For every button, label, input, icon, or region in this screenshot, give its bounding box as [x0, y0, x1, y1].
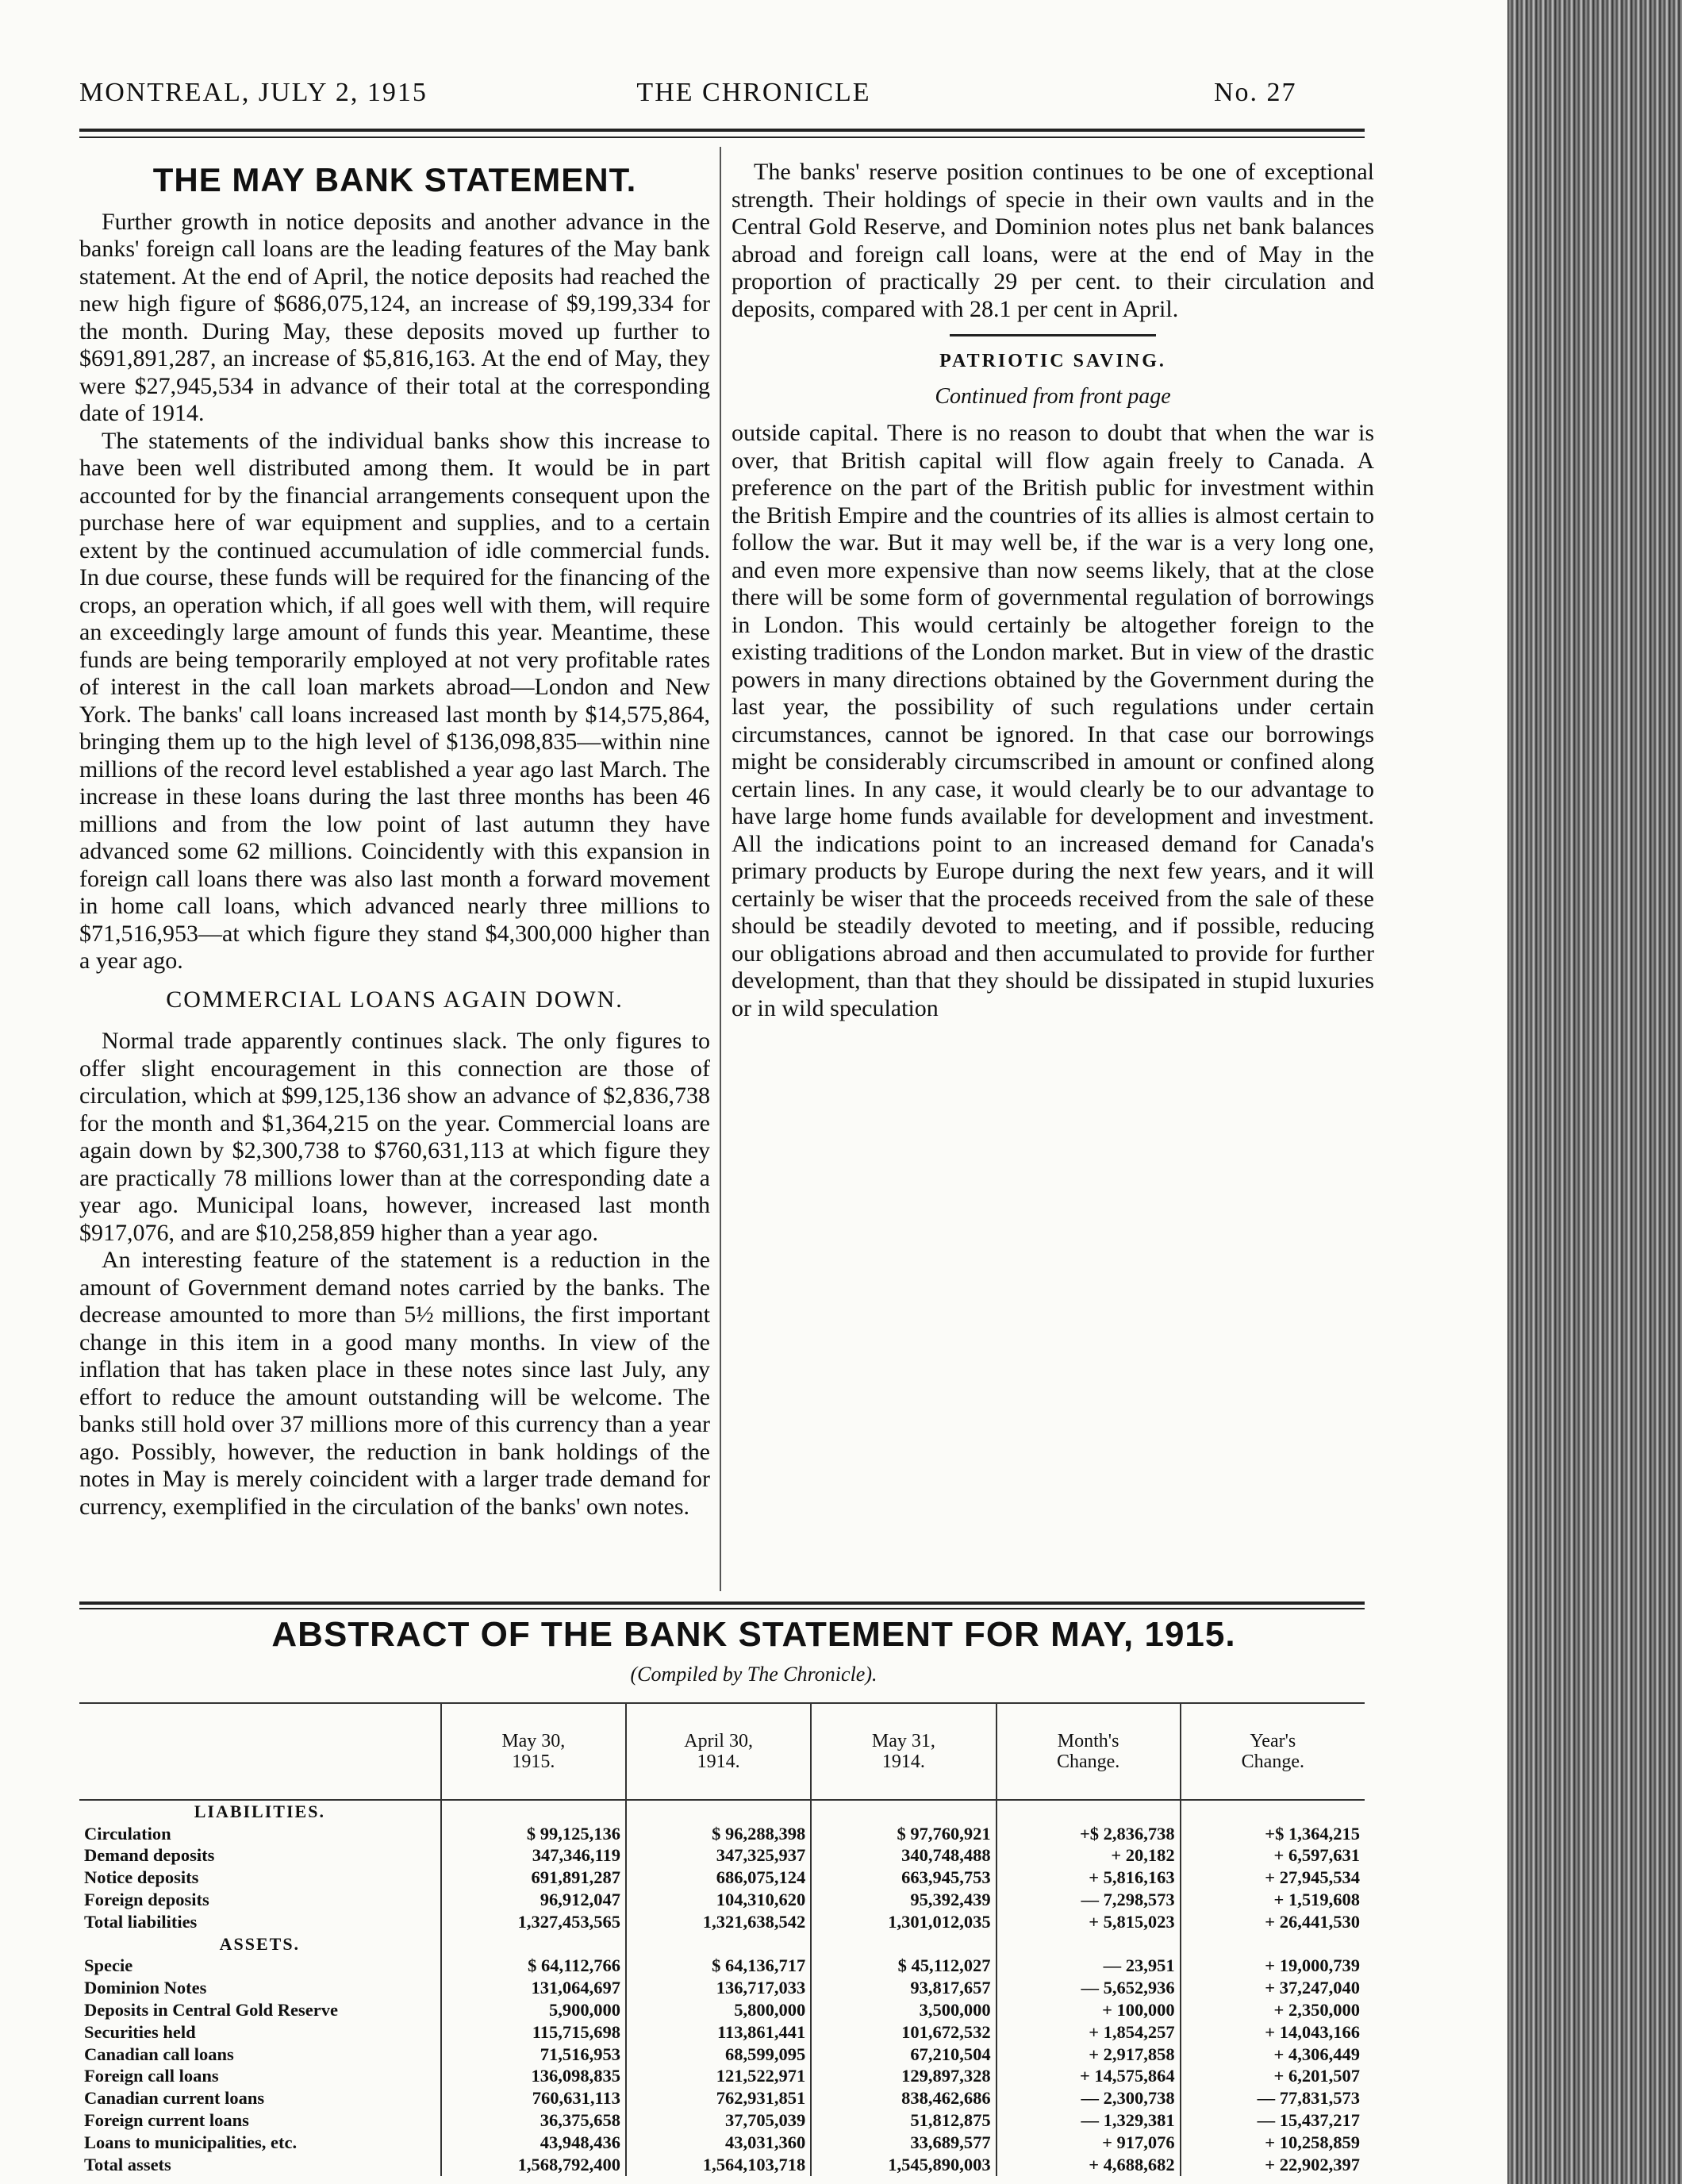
table-row	[79, 2132, 1365, 2154]
article-column-left	[79, 159, 710, 1521]
row-label: Foreign current loans	[79, 2109, 441, 2132]
table-cell: 340,748,488	[811, 1845, 996, 1867]
table-cell: 101,672,532	[811, 2021, 996, 2044]
table-row	[79, 1823, 1365, 1845]
abstract-rule-bottom	[79, 1608, 1365, 1609]
table-cell: + 4,688,682	[997, 2154, 1181, 2176]
table-cell: + 37,247,040	[1265, 1978, 1360, 1998]
table-cell: $ 99,125,136	[441, 1823, 626, 1845]
table-row	[79, 1845, 1365, 1867]
table-cell: + 19,000,739	[1265, 1955, 1360, 1976]
empty-cell	[626, 1933, 811, 1955]
table-cell: — 1,329,381	[997, 2109, 1181, 2132]
table-row	[79, 2044, 1365, 2066]
empty-cell	[441, 1933, 626, 1955]
article-paragraph-3: Normal trade apparently continues slack. The only figures to offer slight encouragement in this connection are those of circulation, which at $99,125,136 show an advance of $2,836,738 for the month and $1,364,215 on the year. Commercial loans are again down by $2,300,738 to $760,631,113 at which figure they are practically 78 millions lower than at the corresponding date a year ago. Municipal loans, however, increased last month $917,076, and are $10,258,859 higher than a year ago.	[79, 1028, 710, 1246]
table-header-row	[79, 1703, 1365, 1800]
row-label: Dominion Notes	[79, 1977, 441, 1999]
table-cell: + 2,917,858	[997, 2044, 1181, 2066]
empty-cell	[441, 1800, 626, 1823]
article-paragraph-5: The banks' reserve position continues to be one of exceptional strength. Their holdings of specie in their own vaults and in the Central Gold Reserve, and Dominion notes plus net bank balances abroad and foreign call loans, were at the end of May in the proportion of practically 29 per cent. to their circulation and deposits, compared with 28.1 per cent in April.	[732, 159, 1374, 322]
empty-cell	[997, 1800, 1181, 1823]
table-body	[79, 1800, 1365, 2176]
table-cell: 5,900,000	[441, 1999, 626, 2021]
table-cell: — 5,652,936	[997, 1977, 1181, 1999]
assets-section	[79, 1933, 1365, 1955]
table-cell: $ 45,112,027	[811, 1955, 996, 1978]
table-cell: + 10,258,859	[1265, 2132, 1360, 2152]
table-cell: 104,310,620	[626, 1889, 811, 1911]
empty-cell	[811, 1800, 996, 1823]
header-dateline: MONTREAL, JULY 2, 1915	[79, 78, 428, 107]
article-title: THE MAY BANK STATEMENT.	[152, 161, 637, 198]
header-issue-number: No. 27	[1214, 78, 1297, 107]
table-row	[79, 2021, 1365, 2044]
empty-cell	[997, 1933, 1181, 1955]
table-row	[79, 2087, 1365, 2109]
header-blank	[79, 1703, 441, 1800]
table-cell: 95,392,439	[811, 1889, 996, 1911]
col-header-may-1914: May 31, 1914.	[811, 1703, 996, 1800]
table-cell: 691,891,287	[441, 1867, 626, 1889]
row-label: Specie	[79, 1955, 441, 1978]
assets-section-label: ASSETS.	[79, 1933, 441, 1955]
table-cell: 686,075,124	[626, 1867, 811, 1889]
row-label: Circulation	[79, 1823, 441, 1845]
table-cell: 5,800,000	[626, 1999, 811, 2021]
table-cell: + 1,854,257	[997, 2021, 1181, 2044]
empty-cell	[811, 1933, 996, 1955]
table-cell: $ 96,288,398	[626, 1823, 811, 1845]
table-cell: $ 97,760,921	[811, 1823, 996, 1845]
table-row	[79, 1867, 1365, 1889]
article-subhead: COMMERCIAL LOANS AGAIN DOWN.	[166, 986, 624, 1013]
table-cell: 838,462,686	[811, 2087, 996, 2109]
empty-cell	[1181, 1933, 1365, 1955]
table-row	[79, 1889, 1365, 1911]
table-row	[79, 2154, 1365, 2176]
table-cell: 51,812,875	[811, 2109, 996, 2132]
table-cell: 663,945,753	[811, 1867, 996, 1889]
table-cell: 3,500,000	[811, 1999, 996, 2021]
table-cell: + 4,306,449	[1273, 2044, 1360, 2064]
table-cell: 1,321,638,542	[626, 1911, 811, 1933]
table-cell: + 20,182	[997, 1845, 1181, 1867]
table-cell: 1,301,012,035	[811, 1911, 996, 1933]
table-cell: + 2,350,000	[1273, 2000, 1360, 2021]
table-cell: — 7,298,573	[997, 1889, 1181, 1911]
table-cell: 760,631,113	[441, 2087, 626, 2109]
table-cell: 1,545,890,003	[811, 2154, 996, 2176]
row-label: Foreign deposits	[79, 1889, 441, 1911]
table-cell: + 1,519,608	[1273, 1890, 1360, 1910]
table-cell: 36,375,658	[441, 2109, 626, 2132]
liabilities-section	[79, 1800, 1365, 1823]
page-edge	[1507, 0, 1682, 2184]
abstract-title: ABSTRACT OF THE BANK STATEMENT FOR MAY, 1915.	[271, 1615, 1236, 1654]
table-cell: 67,210,504	[811, 2044, 996, 2066]
article-paragraph-1: Further growth in notice deposits and another advance in the banks' foreign call loans are the leading features of the May bank statement. At the end of April, the notice deposits had reached the new high figure of $686,075,124, an increase of $9,199,334 for the month. During May, these deposits moved up further to $691,891,287, an increase of $5,816,163. At the end of May, they were $27,945,534 in advance of their total at the corresponding date of 1914.	[79, 208, 710, 426]
table-cell: + 27,945,534	[1265, 1867, 1360, 1888]
col-header-april-1914: April 30, 1914.	[626, 1703, 811, 1800]
row-label: Total liabilities	[79, 1911, 441, 1933]
article-paragraph-4: An interesting feature of the statement is a reduction in the amount of Government demand notes carried by the banks. The decrease amounted to more than 5½ millions, the first important change in this item in a good many months. In view of the inflation that has taken place in these notes since last July, any effort to reduce the amount outstanding will be welcome. The banks still hold over 37 millions more of this currency than a year ago. Possibly, however, the reduction in bank holdings of the notes in May is merely coincident with a larger trade demand for currency, exemplified in the circulation of the banks' own notes.	[79, 1247, 710, 1520]
header-rule-top	[79, 129, 1365, 132]
row-label: Loans to municipalities, etc.	[79, 2132, 441, 2154]
table-cell: +$ 1,364,215	[1265, 1823, 1360, 1844]
header-masthead: THE CHRONICLE	[636, 78, 871, 107]
table-row	[79, 1911, 1365, 1933]
table-cell: 347,325,937	[626, 1845, 811, 1867]
table-row	[79, 1955, 1365, 1978]
table-cell: 1,327,453,565	[441, 1911, 626, 1933]
table-cell: 347,346,119	[441, 1845, 626, 1867]
table-cell: $ 64,112,766	[441, 1955, 626, 1978]
bank-statement-table	[79, 1702, 1365, 2176]
col-header-may-1915: May 30, 1915.	[441, 1703, 626, 1800]
table-cell: + 26,441,530	[1265, 1911, 1360, 1932]
table-cell: + 5,815,023	[997, 1911, 1181, 1933]
col-header-years-change: Year's Change.	[1181, 1703, 1365, 1800]
table-cell: + 917,076	[997, 2132, 1181, 2154]
table-cell: 113,861,441	[626, 2021, 811, 2044]
patriotic-title: PATRIOTIC SAVING.	[939, 351, 1166, 371]
table-cell: — 2,300,738	[997, 2087, 1181, 2109]
row-label: Demand deposits	[79, 1845, 441, 1867]
table-row	[79, 2109, 1365, 2132]
table-cell: 43,948,436	[441, 2132, 626, 2154]
patriotic-continued: Continued from front page	[935, 383, 1171, 409]
table-cell: 33,689,577	[811, 2132, 996, 2154]
table-cell: 762,931,851	[626, 2087, 811, 2109]
table-cell: + 100,000	[997, 1999, 1181, 2021]
table-cell: 136,717,033	[626, 1977, 811, 1999]
table-cell: 131,064,697	[441, 1977, 626, 1999]
table-cell: +$ 2,836,738	[997, 1823, 1181, 1845]
abstract-subtitle: (Compiled by The Chronicle).	[630, 1663, 877, 1686]
table-cell: 136,098,835	[441, 2066, 626, 2088]
row-label: Notice deposits	[79, 1867, 441, 1889]
table-cell: + 14,575,864	[997, 2066, 1181, 2088]
empty-cell	[626, 1800, 811, 1823]
table-cell: 1,564,103,718	[626, 2154, 811, 2176]
table-cell: + 22,902,397	[1265, 2154, 1360, 2174]
table-cell: 96,912,047	[441, 1889, 626, 1911]
table-cell: — 23,951	[997, 1955, 1181, 1978]
patriotic-paragraph: outside capital. There is no reason to doubt that when the war is over, that British capital will flow again freely to Canada. A preference on the part of the British public for investment within the British Empire and the countries of its allies is almost certain to follow the war. But it may well be, if the war is a very long one, and even more expensive than now seems likely, that at the close there will be some form of governmental regulation of borrowings in London. This would certainly be altogether foreign to the existing traditions of the London market. But in view of the drastic powers in many directions obtained by the Government during the last year, the possibility of such regulations under certain circumstances, cannot be ignored. In that case our borrowings might be considerably circumscribed in amount or confined along certain lines. In any case, it would clearly be to our advantage to have large home funds available for development and investment. All the indications point to an increased demand for Canada's primary products by Europe during the next few years, and it will certainly be wiser that the proceeds received from the sale of these should be steadily devoted to meeting, and if possible, reducing our obligations abroad and then accumulated to provide for further development, than that they should be dissipated in stupid luxuries or in wild speculation	[732, 420, 1374, 1021]
table-cell: + 14,043,166	[1265, 2021, 1360, 2042]
header-rule-bottom	[79, 136, 1365, 138]
empty-cell	[1181, 1800, 1365, 1823]
table-cell: + 5,816,163	[997, 1867, 1181, 1889]
col-header-months-change: Month's Change.	[997, 1703, 1181, 1800]
article-paragraph-2: The statements of the individual banks show this increase to have been well distributed among them. It would be in part accounted for by the financial arrangements consequent upon the purchase here of war equipment and supplies, and to a certain extent by the continued accumulation of idle commercial funds. In due course, these funds will be required for the financing of the crops, an operation which, if all goes well with them, will require an exceedingly large amount of funds this year. Meantime, these funds are being temporarily employed at not very profitable rates of interest in the call loan markets abroad—London and New York. The banks' call loans increased last month by $14,575,864, bringing them up to the high level of $136,098,835—within nine millions of the record level established a year ago last March. The increase in these loans during the last three months has been 46 millions and from the low point of last autumn they have advanced some 62 millions. Coincidently with this expansion in foreign call loans there was also last month a forward movement in home call loans, which advanced nearly three millions to $71,516,953—at which figure they stand $4,300,000 higher than a year ago.	[79, 427, 710, 974]
table-row	[79, 2066, 1365, 2088]
table-row	[79, 1999, 1365, 2021]
table-cell: + 6,201,507	[1273, 2066, 1360, 2086]
table-cell: 68,599,095	[626, 2044, 811, 2066]
table-cell: $ 64,136,717	[626, 1955, 811, 1978]
row-label: Canadian current loans	[79, 2087, 441, 2109]
row-label: Deposits in Central Gold Reserve	[79, 1999, 441, 2021]
row-label: Canadian call loans	[79, 2044, 441, 2066]
table-row	[79, 1977, 1365, 1999]
liabilities-section-label: LIABILITIES.	[79, 1800, 441, 1823]
table-cell: 71,516,953	[441, 2044, 626, 2066]
table-cell: 129,897,328	[811, 2066, 996, 2088]
article-column-right	[732, 159, 1374, 1022]
table-cell: 1,568,792,400	[441, 2154, 626, 2176]
row-label: Total assets	[79, 2154, 441, 2176]
table-cell: 115,715,698	[441, 2021, 626, 2044]
table-cell: 43,031,360	[626, 2132, 811, 2154]
table-cell: 37,705,039	[626, 2109, 811, 2132]
table-cell: + 6,597,631	[1273, 1845, 1360, 1866]
row-label: Foreign call loans	[79, 2066, 441, 2088]
table-cell: 121,522,971	[626, 2066, 811, 2088]
row-label: Securities held	[79, 2021, 441, 2044]
section-rule	[950, 334, 1156, 336]
column-divider	[720, 147, 721, 1591]
table-cell: 93,817,657	[811, 1977, 996, 1999]
table-cell: — 15,437,217	[1257, 2110, 1360, 2131]
abstract-rule-top	[79, 1601, 1365, 1605]
table-cell: — 77,831,573	[1257, 2088, 1360, 2109]
